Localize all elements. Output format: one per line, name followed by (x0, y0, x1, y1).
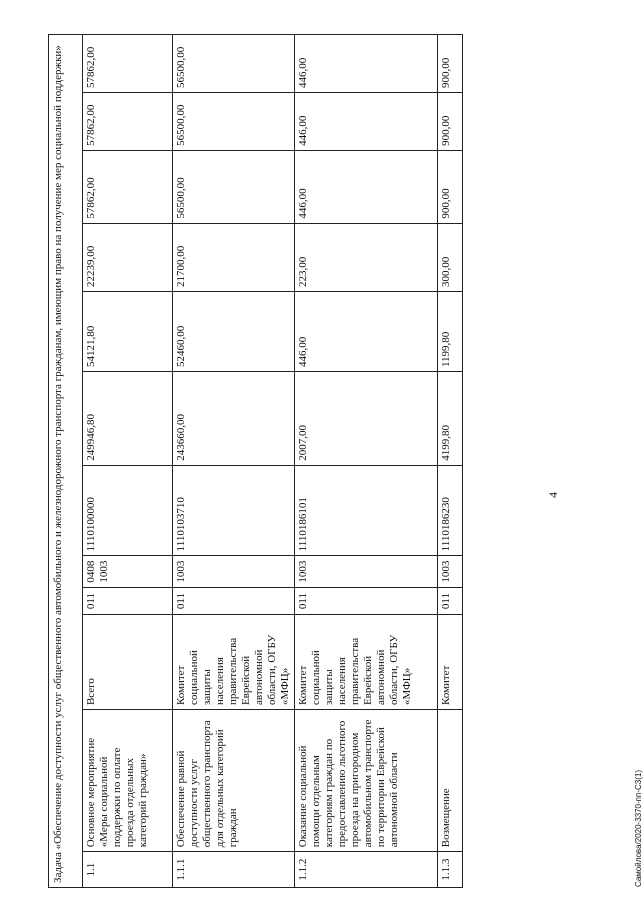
cell-value: 900,00 (438, 150, 463, 223)
cell-resp: Комитет (438, 615, 463, 710)
cell-value: 900,00 (438, 93, 463, 151)
table-row (173, 35, 295, 888)
cell-value: 56500,00 (173, 35, 295, 93)
cell-value: 446,00 (295, 292, 438, 372)
cell-value: 56500,00 (173, 150, 295, 223)
cell-value: 900,00 (438, 35, 463, 93)
cell-rzpr: 1003 (173, 556, 295, 588)
cell-value: 22239,00 (83, 223, 173, 291)
cell-value: 57862,00 (83, 35, 173, 93)
cell-value: 54121,80 (83, 292, 173, 372)
rotated-content (48, 34, 560, 888)
cell-value: 2007,00 (295, 372, 438, 466)
cell-num: 1.1.2 (295, 852, 438, 888)
cell-value: 57862,00 (83, 150, 173, 223)
cell-value: 300,00 (438, 223, 463, 291)
cell-grbs: 011 (83, 587, 173, 614)
footer-code: Самойлова/2020-3370-пп-С3(1) (634, 770, 643, 888)
cell-grbs: 011 (295, 587, 438, 614)
cell-value: 4199,80 (438, 372, 463, 466)
cell-num: 1.1.3 (438, 852, 463, 888)
cell-value: 52460,00 (173, 292, 295, 372)
cell-rzpr: 1003 (295, 556, 438, 588)
cell-value: 21700,00 (173, 223, 295, 291)
cell-value: 446,00 (295, 150, 438, 223)
page-number: 4 (546, 492, 560, 498)
program-table (82, 34, 463, 888)
cell-grbs: 011 (438, 587, 463, 614)
cell-csr: 1110186101 (295, 465, 438, 556)
cell-num: 1.1.1 (173, 852, 295, 888)
cell-resp: Комитет социальной защиты населения правительства Еврейской автономной области, ОГБУ «МФЦ» (295, 615, 438, 710)
cell-rzpr: 0408 1003 (83, 556, 173, 588)
table-row (295, 35, 438, 888)
cell-grbs: 011 (173, 587, 295, 614)
table-row (438, 35, 463, 888)
cell-value: 56500,00 (173, 93, 295, 151)
cell-csr: 1110100000 (83, 465, 173, 556)
cell-num: 1.1 (83, 852, 173, 888)
task-heading: Задача «Обеспечение доступности услуг общественного автомобильного и железнодорожного транспорта гражданам, имеющим право на получение мер социальной поддержки» (48, 34, 82, 888)
cell-csr: 1110103710 (173, 465, 295, 556)
cell-value: 446,00 (295, 35, 438, 93)
cell-name: Обеспечение равной доступности услуг общественного транспорта для отдельных категорий граждан (173, 710, 295, 852)
cell-value: 249946,80 (83, 372, 173, 466)
cell-rzpr: 1003 (438, 556, 463, 588)
cell-resp: Всего (83, 615, 173, 710)
table-row (83, 35, 173, 888)
cell-name: Возмещение (438, 710, 463, 852)
cell-value: 243660,00 (173, 372, 295, 466)
cell-name: Основное мероприятие «Меры социальной поддержки по оплате проезда отдельных категорий граждан» (83, 710, 173, 852)
cell-csr: 1110186230 (438, 465, 463, 556)
cell-resp: Комитет социальной защиты населения правительства Еврейской автономной области, ОГБУ «МФЦ» (173, 615, 295, 710)
cell-name: Оказание социальной помощи отдельным категориям граждан по предоставлению льготного проезда на пригородном автомобильном транспорте по территории Еврейской автономной области (295, 710, 438, 852)
cell-value: 223,00 (295, 223, 438, 291)
cell-value: 1199,80 (438, 292, 463, 372)
cell-value: 57862,00 (83, 93, 173, 151)
cell-value: 446,00 (295, 93, 438, 151)
